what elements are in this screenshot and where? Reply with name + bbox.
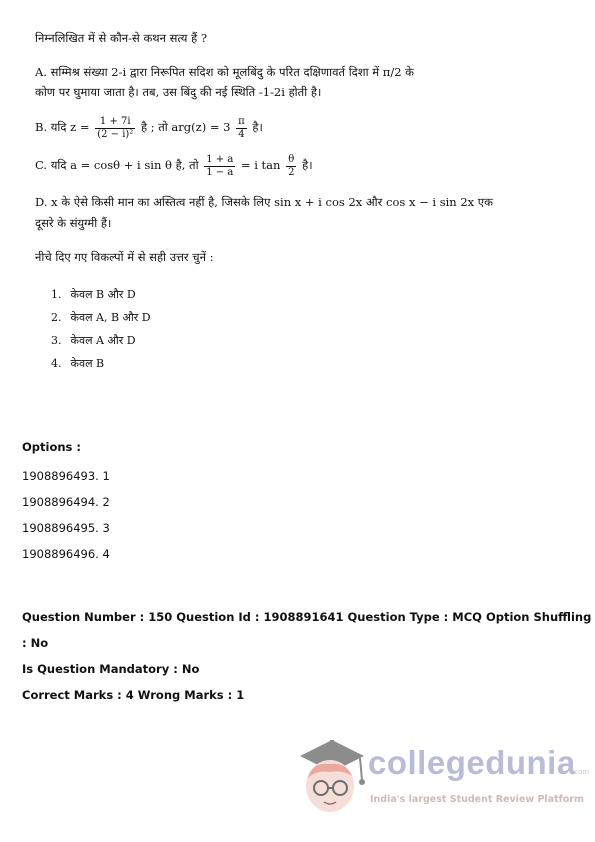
choice-text: केवल A और D <box>70 333 136 347</box>
statement-a-line1: A. सम्मिश्र संख्या 2-i द्वारा निरूपित सदिश को मूलबिंदु के परित दक्षिणावर्त दिशा में π/2 के <box>35 65 414 80</box>
choice-item <box>51 283 555 306</box>
mascot-logo-icon <box>290 728 370 818</box>
statement-d-line1: D. x के ऐसे किसी मान का अस्तित्व नहीं है, जिसके लिए sin x + i cos 2x और cos x − i sin 2x एक <box>35 195 493 210</box>
question-stem: निम्नलिखित में से कौन-से कथन सत्य हैं ? <box>35 31 208 45</box>
question-meta <box>22 604 595 708</box>
choice-number: 1. <box>51 287 62 301</box>
option-row: 1908896495. 3 <box>22 521 110 535</box>
watermark-domain: .com <box>572 768 590 776</box>
option-row: 1908896494. 2 <box>22 495 110 509</box>
fraction-c-theta-denominator: 2 <box>288 166 295 178</box>
option-row: 1908896493. 1 <box>22 469 110 483</box>
statement-c-suffix: है। <box>302 158 313 173</box>
choice-text: केवल B और D <box>70 287 136 301</box>
statement-b-suffix: है। <box>252 120 263 135</box>
choice-number: 2. <box>51 310 62 324</box>
fraction-b-numerator: 1 + 7i <box>95 116 135 129</box>
fraction-b-arg <box>236 116 247 140</box>
choice-number: 3. <box>51 333 62 347</box>
option-row: 1908896496. 4 <box>22 547 110 561</box>
statement-c-prefix: C. यदि a = cosθ + i sin θ है, तो <box>35 158 199 173</box>
fraction-b-arg-numerator: π <box>238 116 245 128</box>
fraction-b-arg-denominator: 4 <box>238 128 245 140</box>
meta-question-info: Question Number : 150 Question Id : 1908891641 Question Type : MCQ Option Shuffling : No <box>22 610 592 650</box>
statement-a-line2: कोण पर घुमाया जाता है। तब, उस बिंदु की नई स्थिति -1-2i होती है। <box>35 85 322 100</box>
statement-b-mid: है ; तो arg(z) = 3 <box>140 120 231 135</box>
fraction-b-denominator: (2 − i)² <box>97 128 134 140</box>
choice-item <box>51 306 555 329</box>
fraction-c <box>204 154 235 178</box>
choice-text: केवल B <box>70 356 105 370</box>
statement-b-prefix: B. यदि z = <box>35 120 90 135</box>
watermark-brand: collegedunia <box>368 744 576 781</box>
choice-item <box>51 352 555 375</box>
options-heading: Options : <box>22 440 81 454</box>
fraction-c-denominator: 1 − a <box>206 166 234 178</box>
meta-mandatory: Is Question Mandatory : No <box>22 662 200 676</box>
fraction-b <box>95 116 135 140</box>
statement-b <box>35 116 555 140</box>
fraction-c-theta-numerator: θ <box>286 154 296 167</box>
watermark-tagline: India's largest Student Review Platform <box>370 794 584 805</box>
statement-c-mid: = i tan <box>240 158 281 173</box>
choice-number: 4. <box>51 356 62 370</box>
question-block <box>35 28 555 375</box>
choice-text: केवल A, B और D <box>70 310 151 324</box>
collegedunia-watermark <box>290 728 590 818</box>
choose-instruction: नीचे दिए गए विकल्पों में से सही उत्तर चुनें : <box>35 249 214 264</box>
meta-marks: Correct Marks : 4 Wrong Marks : 1 <box>22 688 245 702</box>
options-section <box>22 440 110 567</box>
fraction-c-theta <box>286 154 296 178</box>
fraction-c-numerator: 1 + a <box>206 154 234 166</box>
statement-d-line2: दूसरे के संयुग्मी हैं। <box>35 215 112 230</box>
choice-item <box>51 329 555 352</box>
choice-list <box>51 283 555 375</box>
statement-c <box>35 154 555 178</box>
